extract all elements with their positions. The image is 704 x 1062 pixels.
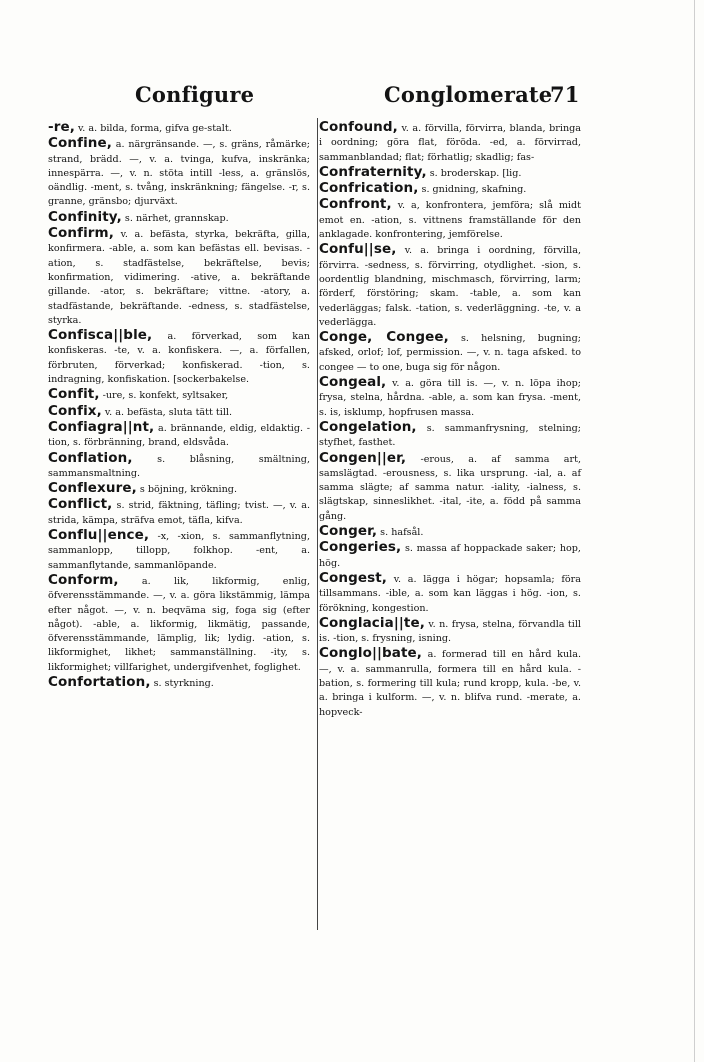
entry-headword: Conform, [48,571,119,588]
dictionary-entry [319,420,581,451]
dictionary-entry [319,616,581,647]
entry-definition: v. a. befästa, styrka, bekräfta, gilla, konfirmera. -able, a. som kan befästas ell. bevisas. -ation, s. stadfästelse, bekräftelse, bevis; konfirmation, vidimering. -ative, a. bekräftande gillande. -ator, s. bekräftare; vittne. -atory, a. stadfästande, bekräftande. -edness, s. stadfästelse, styrka. [48,229,310,326]
dictionary-entry [319,375,581,420]
dictionary-entry [319,646,581,719]
running-head-right: Conglomerate [384,82,553,107]
entry-definition: v. a. bilda, forma, gifva ge-stalt. [74,123,232,134]
entry-definition: a. formerad till en hård kula. —, v. a. sammanrulla, formera till en hård kula. -bation, s. formering till kula; rund kropp, kula. -be, v. a. bringa i kulform. —, v. n. blifva rund. -merate, a. hopveck- [319,649,581,718]
entry-headword: Confraternity, [319,163,427,180]
entry-definition: v. a. lägga i högar; hopsamla; föra tillsammans. -ible, a. som kan läggas i hög. -ion, s. förökning, kongestion. [319,573,581,614]
entry-headword: Confront, [319,196,392,213]
entry-definition: v. n. frysa, stelna, förvandla till is. -tion, s. frysning, isning. [319,618,581,645]
entry-headword: Conflation, [48,449,133,466]
dictionary-entry [319,181,581,197]
left-column [48,120,310,691]
running-head-left: Configure [135,82,255,107]
dictionary-entry [319,242,581,330]
entry-headword: Confound, [319,119,398,135]
entry-definition: v. a. befästa, sluta tätt till. [101,406,233,418]
entry-definition: a. brännande, eldig, eldaktig. -tion, s. förbränning, brand, eldsvåda. [48,422,310,449]
entry-definition: -erous, a. af samma art, samslägtad. -erousness, s. lika ursprung. -ial, a. af samma slägte; af samma natur. -iality, -ialness, s. slägtskap, sinneslikhet. -ital, -ite, a. född på samma gång. [319,453,581,522]
dictionary-entry [48,528,310,573]
entry-headword: Congen||er, [319,449,407,466]
entry-definition: s. broderskap. [lig. [426,167,522,179]
entry-headword: Conflict, [48,496,113,513]
entry-definition: s. närhet, grannskap. [121,212,229,224]
dictionary-entry [319,540,581,571]
entry-definition: v. a. göra till is. —, v. n. löpa ihop; frysa, stelna, hårdna. -able, a. som kan frysa. -ment, s. is, isklump, hopfrusen massa. [319,378,581,418]
entry-headword: Confirm, [48,225,114,242]
entry-definition: a. lik, likformig, enlig, öfverensstämmande. —, v. a. göra likstämmig, lämpa efter något. —, v. n. beqväma sig, foga sig (efter något). -able, a. likformig, likmätig, passande, öfverensstämmande, lämplig, lik; lydig. -ation, s. likformighet, likhet; sammanställning. -ity, s. likformighet; villfarighet, undergifvenhet, foglighet. [48,575,310,673]
dictionary-entry [48,387,310,403]
entry-headword: Conflu||ence, [48,527,150,544]
entry-headword: Confu||se, [319,241,397,258]
entry-headword: Conglo||bate, [319,645,423,662]
dictionary-entry [319,165,581,181]
entry-definition: v. a. förvilla, förvirra, blanda, bringa i oordning; göra flat, förödа. -ed, a. förvirrad, sammanblandad; flat; förhatlig; skadlig; fas- [319,123,581,163]
dictionary-entry [48,136,310,209]
entry-headword: Confisca||ble, [48,327,153,344]
entry-definition: s. massa af hoppackade saker; hop, hög. [319,543,581,569]
dictionary-entry [319,197,581,242]
dictionary-entry [48,573,310,675]
dictionary-entry [48,120,310,136]
entry-definition: s. helsning, bugning; afsked, orlof; lof, permission. —, v. n. taga afsked. to congee — to one, buga sig för någon. [319,333,581,373]
dictionary-entry [48,404,310,420]
entry-definition: s böjning, krökning. [136,484,237,496]
entry-headword: Confortation, [48,673,151,690]
entry-definition: -x, -xion, s. sammanflytning, sammanlopp, tillopp, folkhop. -ent, a. sammanflytande, sammanlöpande. [48,531,310,571]
dictionary-entry [48,328,310,387]
page-edge [694,0,695,1062]
dictionary-entry [48,497,310,528]
entry-headword: -re, [48,119,75,135]
page-number: 71 [550,82,580,107]
dictionary-entry [319,524,581,540]
entry-headword: Congeal, [319,374,387,391]
dictionary-entry [319,330,581,375]
dictionary-entry [319,571,581,616]
entry-headword: Confine, [48,135,112,152]
dictionary-entry [48,210,310,226]
entry-headword: Confix, [48,402,102,419]
entry-definition: s. blåsning, smältning, sammansmaltning. [48,453,310,479]
entry-headword: Confit, [48,386,100,403]
entry-headword: Conglacia||te, [319,614,425,631]
entry-headword: Confrication, [319,180,419,197]
entry-definition: s. sammanfrysning, stelning; styfhet, fasthet. [319,422,581,449]
entry-definition: s. gnidning, skafning. [418,184,527,196]
entry-definition: s. hafsål. [377,527,424,539]
column-divider [317,118,318,930]
dictionary-entry [48,226,310,328]
entry-headword: Congest, [319,569,388,586]
entry-headword: Confiagra||nt, [48,418,155,435]
dictionary-entry [48,451,310,482]
entry-definition: a. förverkad, som kan konfiskeras. -te, v. a. konfiskera. —, a. förfallen, förbruten, förverkad; konfiskerad. -tion, s. indragning, konfiskation. [sockerbakelse. [48,331,310,386]
entry-headword: Conger, [319,523,378,540]
entry-definition: v. a. bringa i oordning, förvilla, förvirra. -sedness, s. förvirring, otydlighet. -sion, s. oordentlig blandning, mischmasch, förvirring, larm; förderf, förstöring; skam. -table, a. som kan vederläggas; falsk. -tation, s. vederläggning. -te, v. a vederlägga. [319,245,581,328]
entry-headword: Congeries, [319,539,402,556]
dictionary-entry [48,481,310,497]
entry-headword: Congelation, [319,418,417,435]
entry-headword: Conge, Congee, [319,329,449,346]
dictionary-entry [48,675,310,691]
entry-definition: s. styrkning. [150,677,214,689]
entry-headword: Confinity, [48,208,122,225]
entry-definition: -ure, s. konfekt, syltsaker, [99,390,229,402]
entry-definition: v. a, konfrontera, jemföra; slå midt emot en. -ation, s. vittnens framställande för den anklagade. konfrontering, jemförelse. [319,200,581,241]
dictionary-entry [319,451,581,524]
right-column [319,120,581,720]
dictionary-entry [48,420,310,451]
dictionary-entry [319,120,581,165]
entry-definition: s. strid, fäktning, täfling; tvist. —, v. a. strida, kämpa, sträfva emot, täfla, kifva. [48,500,310,526]
entry-headword: Conflexure, [48,480,137,497]
entry-definition: a. närgränsande. —, s. gräns, råmärke; strand, brädd. —, v. a. tvinga, kufva, inskränka; innespärra. —, v. n. stöta intill -less, a. gränslös, oändlig. -ment, s. tvång, inskränkning; fängelse. -r, s. granne, gränsbo; djurväxt. [48,139,310,208]
